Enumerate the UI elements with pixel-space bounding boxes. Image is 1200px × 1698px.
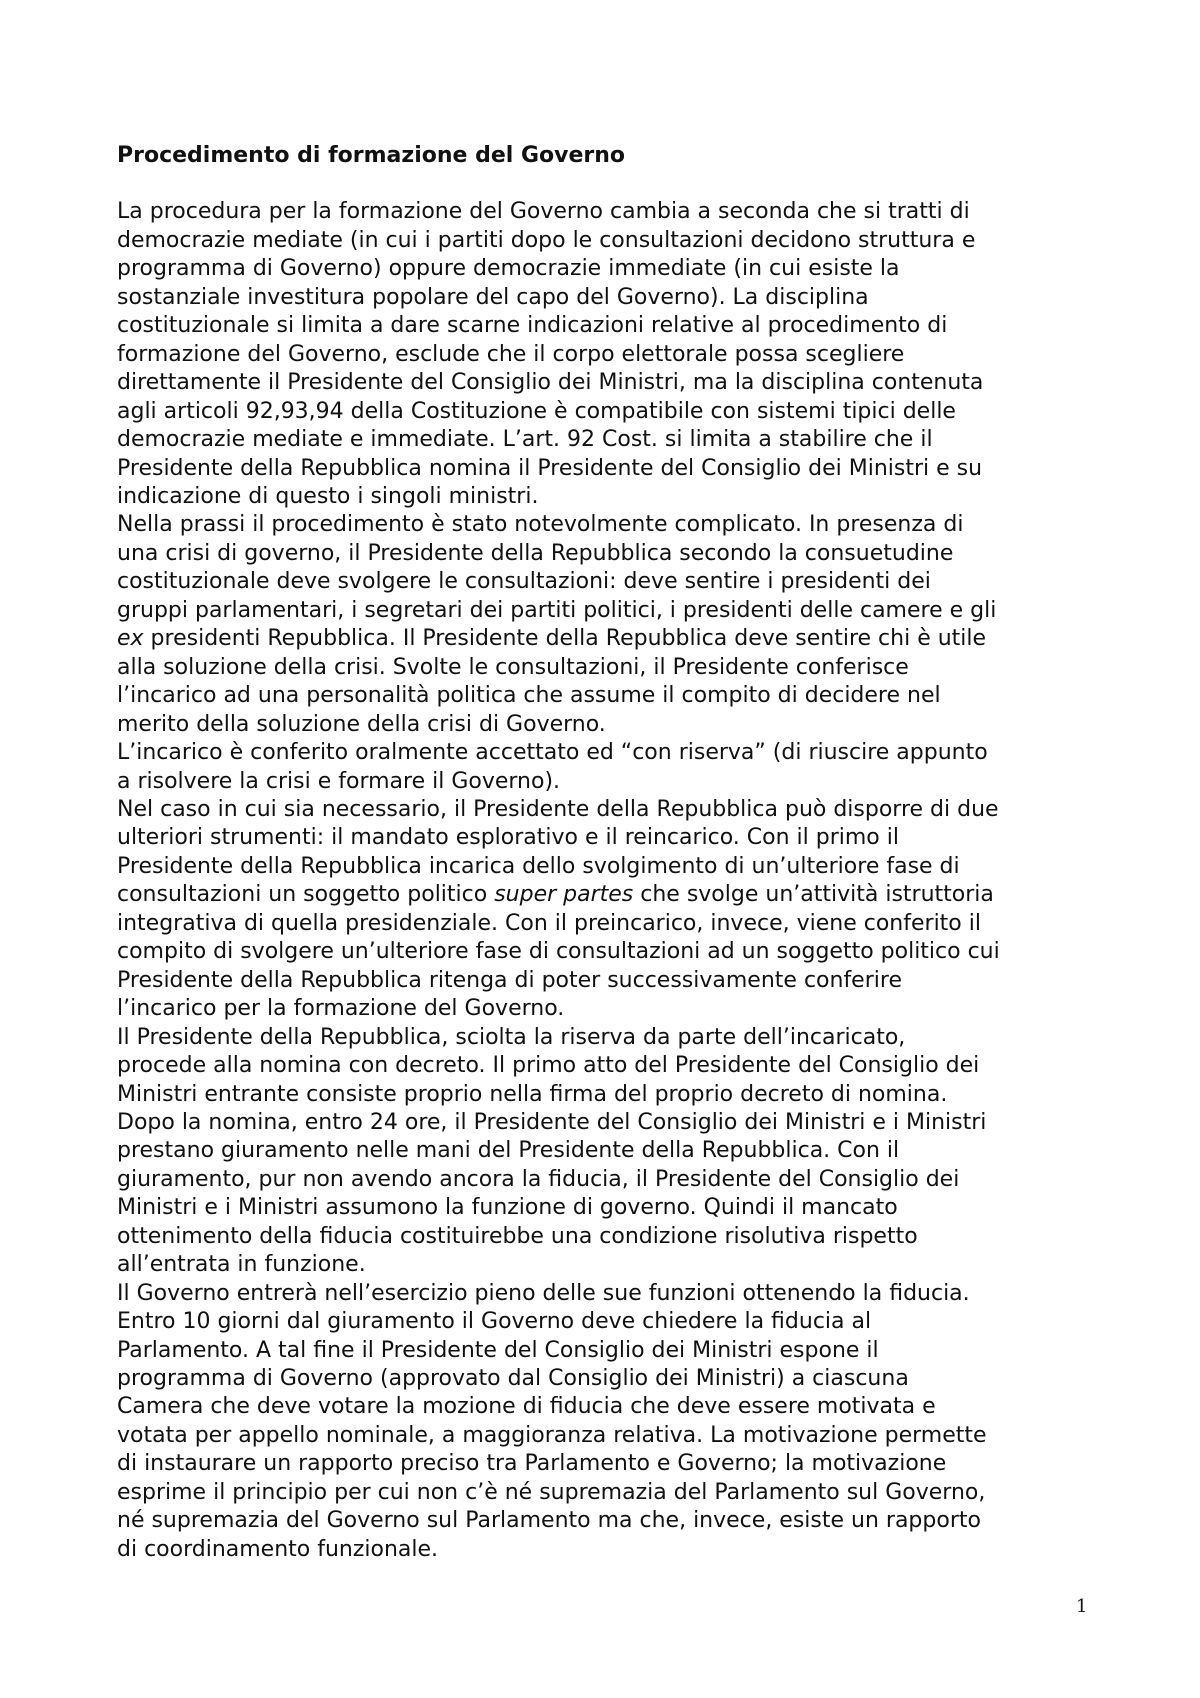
text-line: direttamente il Presidente del Consiglio dei Ministri, ma la disciplina contenuta <box>117 370 984 396</box>
text-line: L’incarico è conferito oralmente accettato ed “con riserva” (di riuscire appunto <box>117 740 988 766</box>
text-line: Nella prassi il procedimento è stato notevolmente complicato. In presenza di <box>117 512 964 538</box>
text-line: La procedura per la formazione del Governo cambia a seconda che si tratti di <box>117 199 970 225</box>
text-line: formazione del Governo, esclude che il corpo elettorale possa scegliere <box>117 341 905 367</box>
text-line <box>117 625 1097 653</box>
text-line: ulteriori strumenti: il mandato esplorativo e il reincarico. Con il primo il <box>117 825 899 851</box>
document-body <box>117 142 1097 1564</box>
text-line: Presidente della Repubblica ritenga di poter successivamente conferire <box>117 967 902 993</box>
text-line: programma di Governo) oppure democrazie immediate (in cui esiste la <box>117 256 900 282</box>
text-line: esprime il principio per cui non c’è né supremazia del Parlamento sul Governo, <box>117 1479 986 1505</box>
text-line: all’entrata in funzione. <box>117 1252 366 1278</box>
text-line: merito della soluzione della crisi di Governo. <box>117 711 606 737</box>
text-line: giuramento, pur non avendo ancora la fiducia, il Presidente del Consiglio dei <box>117 1166 960 1192</box>
text-line: integrativa di quella presidenziale. Con il preincarico, invece, viene conferito il <box>117 910 981 936</box>
text-line: Ministri e i Ministri assumono la funzione di governo. Quindi il mancato <box>117 1195 898 1221</box>
text-line: prestano giuramento nelle mani del Presidente della Repubblica. Con il <box>117 1138 900 1164</box>
text-line: Il Presidente della Repubblica, sciolta la riserva da parte dell’incaricato, <box>117 1024 906 1050</box>
text-line: l’incarico per la formazione del Governo. <box>117 996 565 1022</box>
text-line: indicazione di questo i singoli ministri. <box>117 483 539 509</box>
italic-term: super partes <box>494 882 634 908</box>
text-line: né supremazia del Governo sul Parlamento ma che, invece, esiste un rapporto <box>117 1508 981 1534</box>
text-line: alla soluzione della crisi. Svolte le consultazioni, il Presidente conferisce <box>117 654 909 680</box>
text-line <box>117 881 1097 909</box>
text-line: di instaurare un rapporto preciso tra Parlamento e Governo; la motivazione <box>117 1451 947 1477</box>
text-line: procede alla nomina con decreto. Il primo atto del Presidente del Consiglio dei <box>117 1053 980 1079</box>
text-line: costituzionale deve svolgere le consultazioni: deve sentire i presidenti dei <box>117 569 931 595</box>
text-line: costituzionale si limita a dare scarne indicazioni relative al procedimento di <box>117 313 948 339</box>
text-line: di coordinamento funzionale. <box>117 1536 439 1562</box>
text-line: programma di Governo (approvato dal Consiglio dei Ministri) a ciascuna <box>117 1366 909 1392</box>
text-line: Presidente della Repubblica incarica dello svolgimento di un’ulteriore fase di <box>117 853 960 879</box>
text-segment: che svolge un’attività istruttoria <box>633 882 994 908</box>
text-line: Dopo la nomina, entro 24 ore, il Presidente del Consiglio dei Ministri e i Ministri <box>117 1109 987 1135</box>
text-segment: presidenti Repubblica. Il Presidente della Repubblica deve sentire chi è utile <box>143 626 987 652</box>
italic-term: ex <box>117 626 144 652</box>
text-line: una crisi di governo, il Presidente della Repubblica secondo la consuetudine <box>117 540 954 566</box>
text-line: a risolvere la crisi e formare il Governo). <box>117 768 561 794</box>
text-line: l’incarico ad una personalità politica che assume il compito di decidere nel <box>117 683 941 709</box>
text-line: Nel caso in cui sia necessario, il Presidente della Repubblica può disporre di due <box>117 796 999 822</box>
text-line: Presidente della Repubblica nomina il Presidente del Consiglio dei Ministri e su <box>117 455 983 481</box>
text-segment: consultazioni un soggetto politico <box>117 882 495 908</box>
text-line: ottenimento della fiducia costituirebbe una condizione risolutiva rispetto <box>117 1223 918 1249</box>
text-line: compito di svolgere un’ulteriore fase di consultazioni ad un soggetto politico cui <box>117 939 1000 965</box>
document-text <box>117 198 1097 1564</box>
text-line: democrazie mediate e immediate. L’art. 92 Cost. si limita a stabilire che il <box>117 427 933 453</box>
text-line: sostanziale investitura popolare del capo del Governo). La disciplina <box>117 284 869 310</box>
text-line: Camera che deve votare la mozione di fiducia che deve essere motivata e <box>117 1394 936 1420</box>
text-line: Entro 10 giorni dal giuramento il Governo deve chiedere la fiducia al <box>117 1309 872 1335</box>
text-line: votata per appello nominale, a maggioranza relativa. La motivazione permette <box>117 1422 987 1448</box>
text-line: Parlamento. A tal fine il Presidente del Consiglio dei Ministri espone il <box>117 1337 879 1363</box>
document-title: Procedimento di formazione del Governo <box>117 143 626 168</box>
text-line: Ministri entrante consiste proprio nella firma del proprio decreto di nomina. <box>117 1081 948 1107</box>
page-number: 1 <box>1076 1596 1088 1617</box>
text-line: Il Governo entrerà nell’esercizio pieno delle sue funzioni ottenendo la fiducia. <box>117 1280 970 1306</box>
text-line: gruppi parlamentari, i segretari dei partiti politici, i presidenti delle camere e gli <box>117 597 997 623</box>
text-line: agli articoli 92,93,94 della Costituzione è compatibile con sistemi tipici delle <box>117 398 956 424</box>
text-line: democrazie mediate (in cui i partiti dopo le consultazioni decidono struttura e <box>117 227 976 253</box>
